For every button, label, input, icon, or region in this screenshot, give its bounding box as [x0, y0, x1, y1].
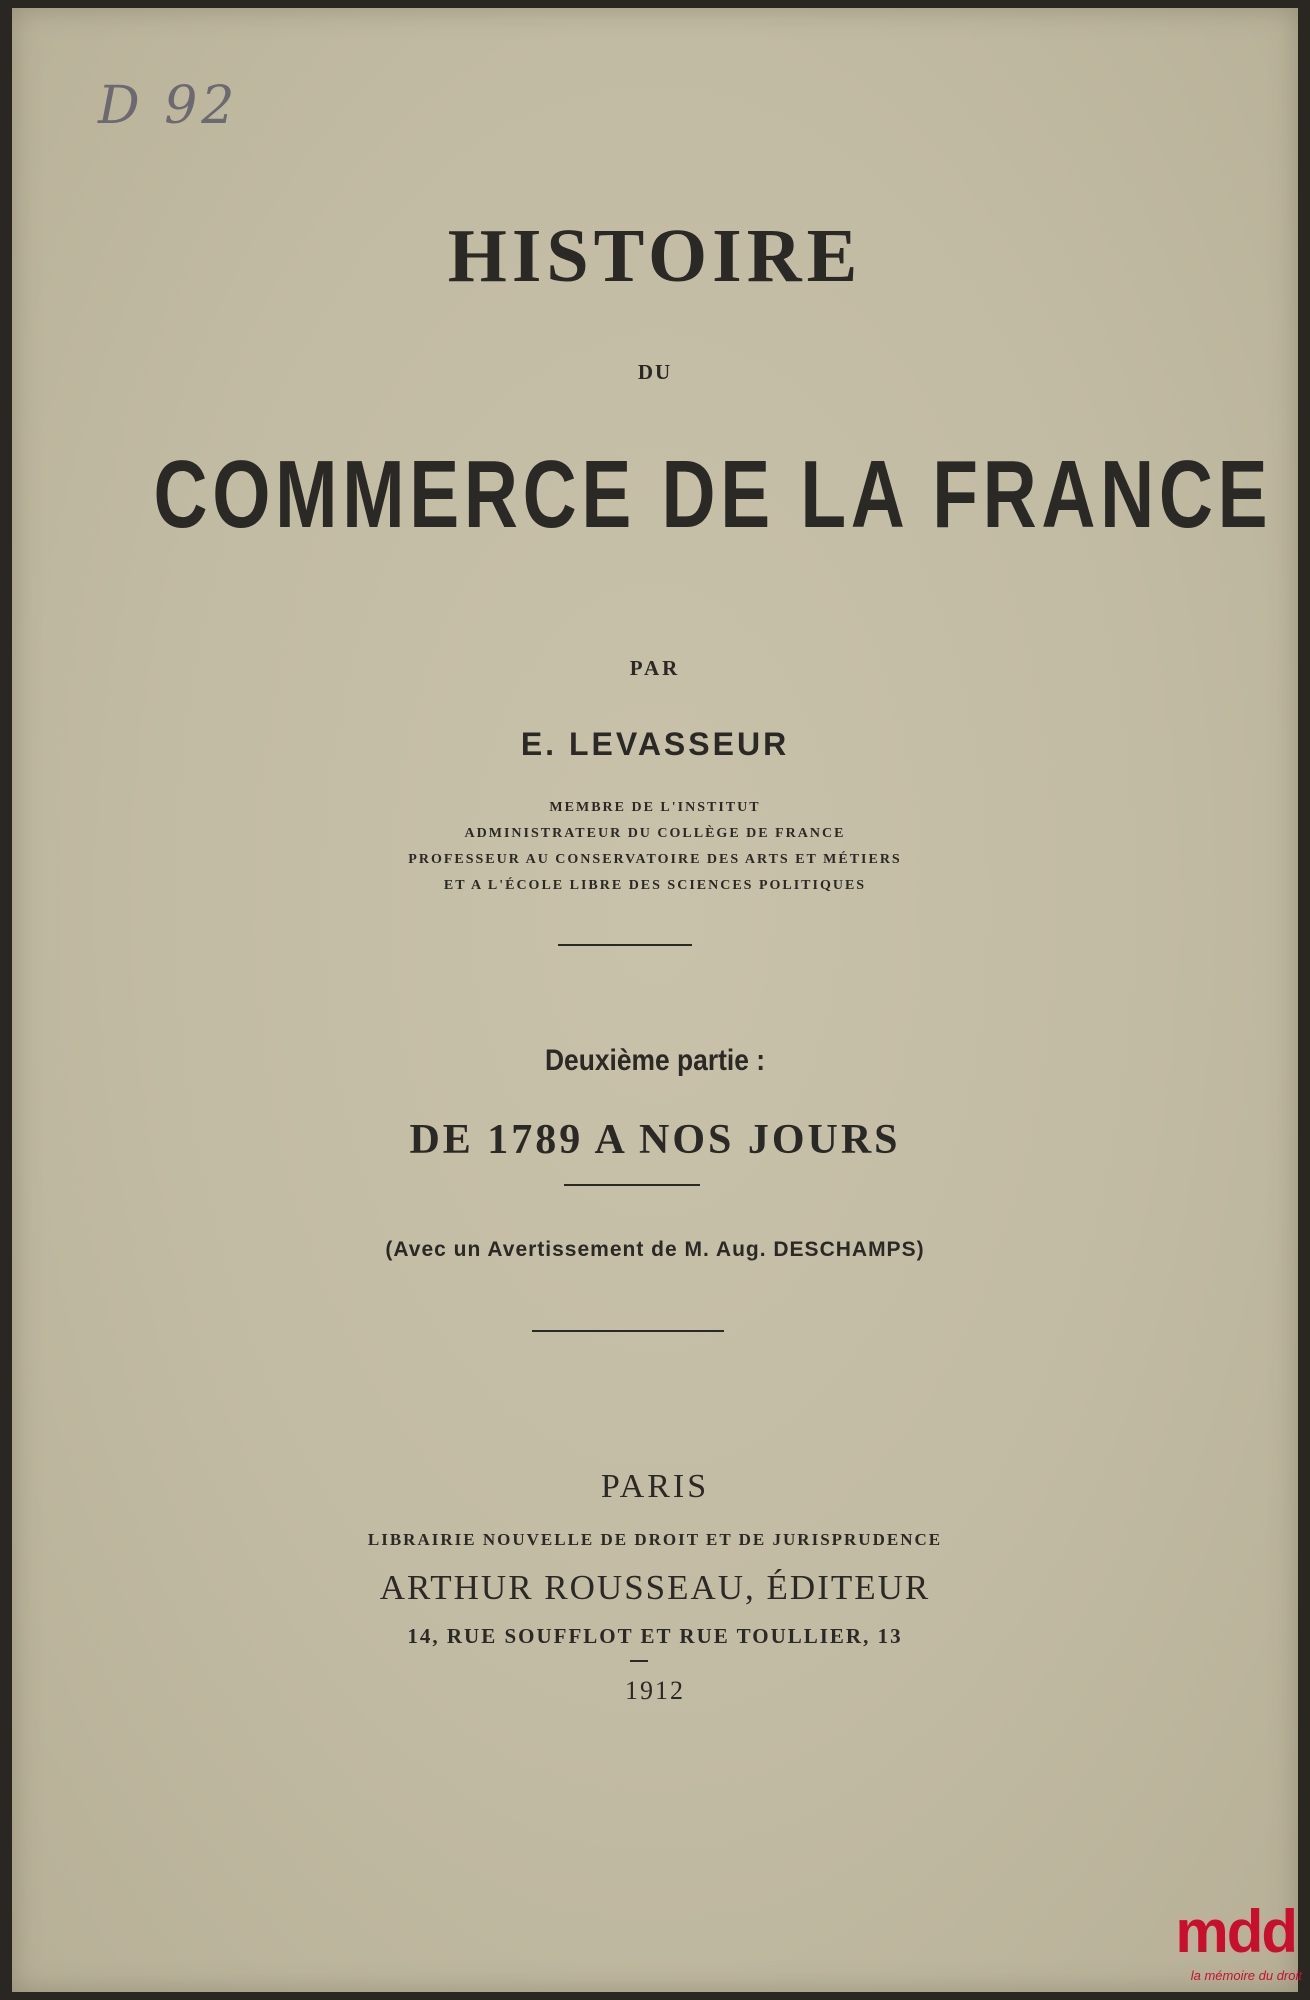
title-line-1: HISTOIRE — [447, 214, 863, 298]
author-name: E. LEVASSEUR — [520, 726, 790, 762]
divider-rule — [630, 1660, 648, 1662]
mdd-logo — [1158, 1900, 1308, 1992]
title-line-3: COMMERCE DE LA FRANCE — [153, 441, 1273, 548]
title-line-2: DU — [637, 360, 673, 384]
divider-rule — [532, 1330, 724, 1332]
logo-tagline: la mémoire du droit — [1190, 1968, 1302, 1983]
logo-mark: mdd — [1175, 1898, 1296, 1965]
author-credential: MEMBRE DE L'INSTITUT — [549, 800, 761, 815]
part-note: (Avec un Avertissement de M. Aug. DESCHAMPS) — [385, 1238, 925, 1261]
author-credential: ADMINISTRATEUR DU COLLÈGE DE FRANCE — [464, 826, 846, 841]
publisher-library: LIBRAIRIE NOUVELLE DE DROIT ET DE JURISPRUDENCE — [367, 1530, 943, 1549]
divider-rule — [558, 944, 692, 946]
divider-rule — [564, 1184, 700, 1186]
publisher-city: PARIS — [600, 1468, 710, 1505]
publisher-editor: ARTHUR ROUSSEAU, ÉDITEUR — [379, 1568, 931, 1607]
part-label: Deuxième partie : — [544, 1044, 766, 1077]
author-credential: ET A L'ÉCOLE LIBRE DES SCIENCES POLITIQUES — [443, 878, 867, 893]
handwritten-shelf-mark: D 92 — [98, 76, 239, 136]
author-credential: PROFESSEUR AU CONSERVATOIRE DES ARTS ET MÉTIERS — [408, 852, 902, 867]
author-by: PAR — [629, 656, 681, 680]
publisher-address: 14, RUE SOUFFLOT ET RUE TOULLIER, 13 — [407, 1624, 903, 1648]
publication-year: 1912 — [625, 1676, 685, 1705]
part-title: DE 1789 A NOS JOURS — [409, 1117, 901, 1163]
title-page — [12, 8, 1298, 1992]
